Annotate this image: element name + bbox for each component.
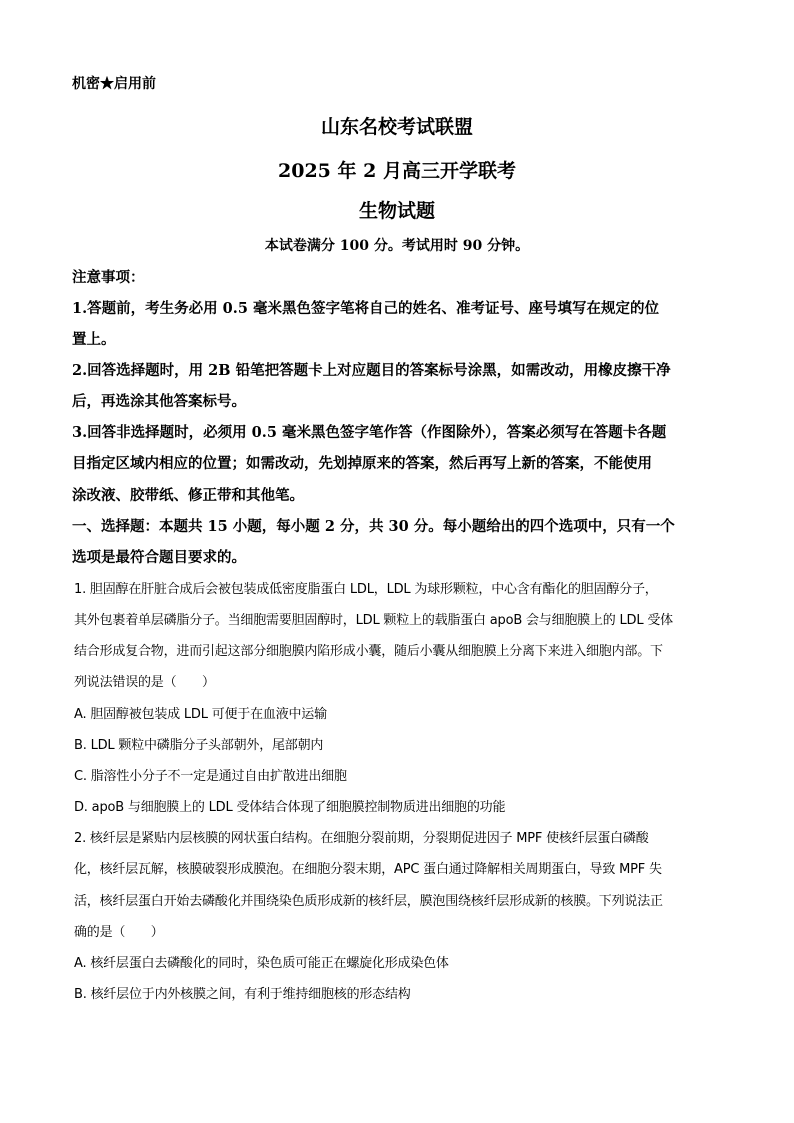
notes-line: 涂改液、胶带纸、修正带和其他笔。 [72, 487, 304, 504]
question-2-option-a: A. 核纤层蛋白去磷酸化的同时，染色质可能正在螺旋化形成染色体 [74, 956, 449, 971]
question-1-option-c: C. 脂溶性小分子不一定是通过自由扩散进出细胞 [74, 769, 347, 784]
question-1-stem: 结合形成复合物，进而引起这部分细胞膜内陷形成小囊，随后小囊从细胞膜上分离下来进入细胞内部。下 [74, 644, 663, 659]
question-2-stem: 2. 核纤层是紧贴内层核膜的网状蛋白结构。在细胞分裂前期，分裂期促进因子 MPF 使核纤层蛋白磷酸 [74, 831, 649, 846]
question-2-stem: 活，核纤层蛋白开始去磷酸化并围绕染色质形成新的核纤层，膜泡围绕核纤层形成新的核膜。下列说法正 [74, 894, 663, 909]
notes-line: 后，再选涂其他答案标号。 [72, 393, 246, 410]
question-1-stem: 列说法错误的是（ ） [74, 675, 215, 690]
question-1-stem: 其外包裹着单层磷脂分子。当细胞需要胆固醇时，LDL 颗粒上的载脂蛋白 apoB 会与细胞膜上的 LDL 受体 [74, 613, 673, 628]
confidential-label: 机密★启用前 [72, 76, 156, 92]
question-2-stem: 化，核纤层瓦解，核膜破裂形成膜泡。在细胞分裂末期，APC 蛋白通过降解相关周期蛋白，导致 MPF 失 [74, 862, 662, 877]
question-1-option-a: A. 胆固醇被包装成 LDL 可便于在血液中运输 [74, 707, 327, 722]
question-2-option-b: B. 核纤层位于内外核膜之间，有利于维持细胞核的形态结构 [74, 987, 411, 1002]
exam-title: 2025 年 2 月高三开学联考 [278, 160, 516, 182]
exam-org-title: 山东名校考试联盟 [320, 116, 473, 138]
subject-title: 生物试题 [358, 200, 435, 222]
notes-line: 2.回答选择题时，用 2B 铅笔把答题卡上对应题目的答案标号涂黑，如需改动，用橡皮擦干净 [72, 362, 671, 379]
section-heading: 一、选择题：本题共 15 小题，每小题 2 分，共 30 分。每小题给出的四个选项中，只有一个 [72, 518, 675, 535]
question-1-option-b: B. LDL 颗粒中磷脂分子头部朝外，尾部朝内 [74, 738, 324, 753]
notes-line: 目指定区域内相应的位置；如需改动，先划掉原来的答案，然后再写上新的答案，不能使用 [72, 455, 652, 472]
score-info: 本试卷满分 100 分。考试用时 90 分钟。 [264, 238, 530, 254]
notes-line: 1.答题前，考生务必用 0.5 毫米黑色签字笔将自己的姓名、准考证号、座号填写在规定的位 [72, 300, 659, 317]
notes-line: 3.回答非选择题时，必须用 0.5 毫米黑色签字笔作答（作图除外），答案必须写在答题卡各题 [72, 424, 667, 441]
section-heading: 选项是最符合题目要求的。 [72, 549, 246, 566]
question-1-option-d: D. apoB 与细胞膜上的 LDL 受体结合体现了细胞膜控制物质进出细胞的功能 [74, 800, 506, 815]
question-2-stem: 确的是（ ） [74, 925, 164, 940]
notes-title: 注意事项： [72, 269, 145, 286]
notes-line: 置上。 [72, 331, 116, 348]
question-1-stem: 1. 胆固醇在肝脏合成后会被包装成低密度脂蛋白 LDL，LDL 为球形颗粒，中心含有酯化的胆固醇分子， [74, 582, 658, 597]
